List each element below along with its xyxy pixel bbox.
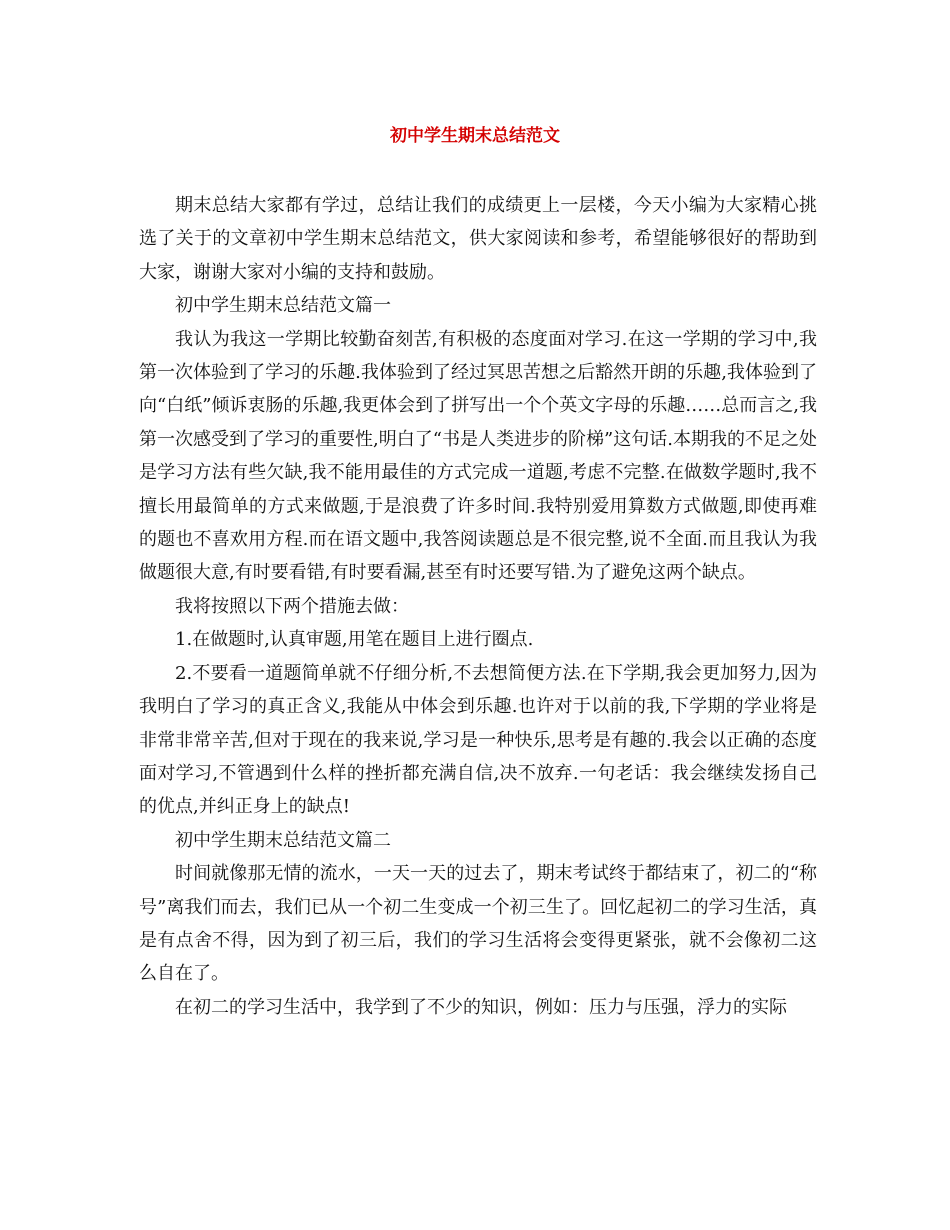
- section-heading-one: 初中学生期末总结范文篇一: [175, 295, 391, 317]
- intro-paragraph: 期末总结大家都有学过，总结让我们的成绩更上一层楼，今天小编为大家精心挑选了关于的文章初中学生期末总结范文，供大家阅读和参考，希望能够很好的帮助到大家，谢谢大家对小编的支持和鼓励。: [139, 195, 817, 283]
- list-item: 1.在做题时,认真审题,用笔在题目上进行圈点.: [175, 629, 534, 651]
- paragraph: 我将按照以下两个措施去做：: [175, 595, 409, 617]
- paragraph: 我认为我这一学期比较勤奋刻苦,有积极的态度面对学习.在这一学期的学习中,我第一次体验到了学习的乐趣.我体验到了经过冥思苦想之后豁然开朗的乐趣,我体验到了向“白纸”倾诉衷肠的乐趣,我更体会到了拼写出一个个英文字母的乐趣……总而言之,我第一次感受到了学习的重要性,明白了“书是人类进步的阶梯”这句话.本期我的不足之处是学习方法有些欠缺,我不能用最佳的方式完成一道题,考虑不完整.在做数学题时,我不擅长用最简单的方式来做题,于是浪费了许多时间.我特别爱用算数方式做题,即使再难的题也不喜欢用方程.而在语文题中,我答阅读题总是不很完整,说不全面.而且我认为我做题很大意,有时要看错,有时要看漏,甚至有时还要写错.为了避免这两个缺点。: [139, 328, 817, 584]
- section-heading-two: 初中学生期末总结范文篇二: [175, 829, 391, 851]
- paragraph: 在初二的学习生活中，我学到了不少的知识，例如：压力与压强，浮力的实际: [175, 996, 787, 1018]
- paragraph: 时间就像那无情的流水，一天一天的过去了，期末考试终于都结束了，初二的“称号”离我们而去，我们已从一个初二生变成一个初三生了。回忆起初二的学习生活，真是有点舍不得，因为到了初三后，我们的学习生活将会变得更紧张，就不会像初二这么自在了。: [139, 863, 817, 985]
- page-title: 初中学生期末总结范文: [390, 126, 560, 146]
- document-body: [139, 189, 817, 1024]
- list-item: 2.不要看一道题简单就不仔细分析,不去想简便方法.在下学期,我会更加努力,因为我明白了学习的真正含义,我能从中体会到乐趣.也许对于以前的我,下学期的学业将是非常非常辛苦,但对于现在的我来说,学习是一种快乐,思考是有趣的.我会以正确的态度面对学习,不管遇到什么样的挫折都充满自信,决不放弃.一句老话：我会继续发扬自己的优点,并纠正身上的缺点!: [139, 662, 817, 818]
